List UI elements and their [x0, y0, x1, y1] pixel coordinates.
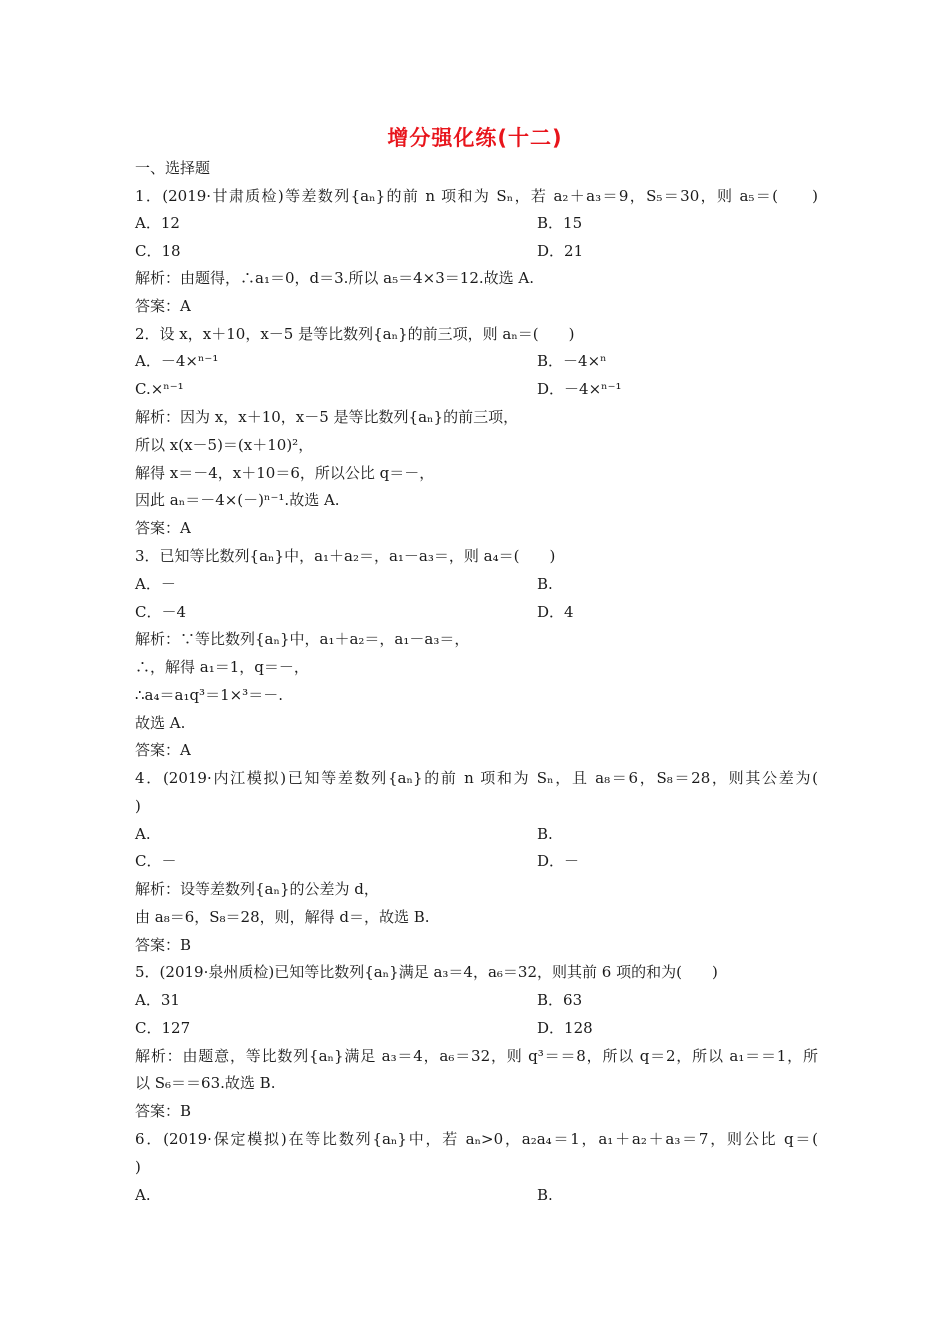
- text-line: C．127: [135, 1019, 191, 1037]
- text-line: D．－: [537, 852, 580, 870]
- text-line: A．－4×ⁿ⁻¹: [135, 352, 219, 370]
- text-line: 解析：由题意，等比数列{aₙ}满足 a₃＝4，a₆＝32，则 q³＝＝8，所以 q＝2，所以 a₁＝＝1，所: [135, 1047, 818, 1065]
- text-line: 解析：因为 x，x＋10，x－5 是等比数列{aₙ}的前三项，: [135, 408, 519, 426]
- text-line: A．－: [135, 575, 176, 593]
- text-line: B.: [537, 825, 553, 843]
- text-line: B.: [537, 1186, 553, 1204]
- text-line: C.×ⁿ⁻¹: [135, 380, 184, 398]
- text-line: D．21: [537, 242, 584, 260]
- text-line: 所以 x(x－5)＝(x＋10)²，: [135, 436, 314, 454]
- text-line: 3．已知等比数列{aₙ}中，a₁＋a₂＝，a₁－a₃＝，则 a₄＝( ): [135, 547, 556, 565]
- text-line: 5．(2019·泉州质检)已知等比数列{aₙ}满足 a₃＝4，a₆＝32，则其前 6 项的和为( ): [135, 963, 718, 981]
- text-line: C．－: [135, 852, 177, 870]
- text-line: 答案：A: [135, 519, 191, 537]
- text-line: B．63: [537, 991, 583, 1009]
- text-line: 答案：B: [135, 1102, 192, 1120]
- text-line: 答案：A: [135, 741, 191, 759]
- text-line: B.: [537, 575, 553, 593]
- text-line: D．－4×ⁿ⁻¹: [537, 380, 622, 398]
- text-line: C．18: [135, 242, 181, 260]
- text-line: 由 a₈＝6，S₈＝28，则，解得 d＝，故选 B.: [135, 908, 430, 926]
- text-line: D．128: [537, 1019, 593, 1037]
- text-line: 以 S₆＝＝63.故选 B.: [135, 1074, 276, 1092]
- text-line: A.: [135, 825, 151, 843]
- text-line: 因此 aₙ＝－4×(－)ⁿ⁻¹.故选 A.: [135, 491, 340, 509]
- text-line: 答案：A: [135, 297, 191, 315]
- text-line: B．－4×ⁿ: [537, 352, 607, 370]
- text-line: 2．设 x，x＋10，x－5 是等比数列{aₙ}的前三项，则 aₙ＝( ): [135, 325, 575, 343]
- text-line: 1．(2019·甘肃质检)等差数列{aₙ}的前 n 项和为 Sₙ，若 a₂＋a₃＝9，S₅＝30，则 a₅＝( ): [135, 187, 818, 205]
- text-line: ∴a₄＝a₁q³＝1×³＝－.: [135, 686, 283, 704]
- text-line: 解析：设等差数列{aₙ}的公差为 d，: [135, 880, 379, 898]
- text-line: 解析：由题得，∴a₁＝0，d＝3.所以 a₅＝4×3＝12.故选 A.: [135, 269, 535, 287]
- text-line: ): [135, 1158, 141, 1176]
- text-line: 一、选择题: [135, 159, 211, 177]
- text-line: 6．(2019·保定模拟)在等比数列{aₙ}中，若 aₙ>0，a₂a₄＝1，a₁＋a₂＋a₃＝7，则公比 q＝(: [135, 1130, 818, 1148]
- text-line: B．15: [537, 214, 583, 232]
- text-line: ∴，解得 a₁＝1，q＝－，: [135, 658, 309, 676]
- text-line: 解析：∵等比数列{aₙ}中，a₁＋a₂＝，a₁－a₃＝，: [135, 630, 470, 648]
- text-line: A．12: [135, 214, 180, 232]
- text-line: A．31: [135, 991, 180, 1009]
- text-line: D．4: [537, 603, 574, 621]
- page-title: 增分强化练(十二): [387, 126, 563, 150]
- text-line: C．－4: [135, 603, 187, 621]
- text-line: 解得 x＝－4，x＋10＝6，所以公比 q＝－，: [135, 464, 435, 482]
- text-line: 答案：B: [135, 936, 192, 954]
- text-line: 故选 A.: [135, 714, 186, 732]
- text-line: 4．(2019·内江模拟)已知等差数列{aₙ}的前 n 项和为 Sₙ，且 a₈＝6，S₈＝28，则其公差为(: [135, 769, 818, 787]
- text-line: ): [135, 797, 141, 815]
- text-line: A.: [135, 1186, 151, 1204]
